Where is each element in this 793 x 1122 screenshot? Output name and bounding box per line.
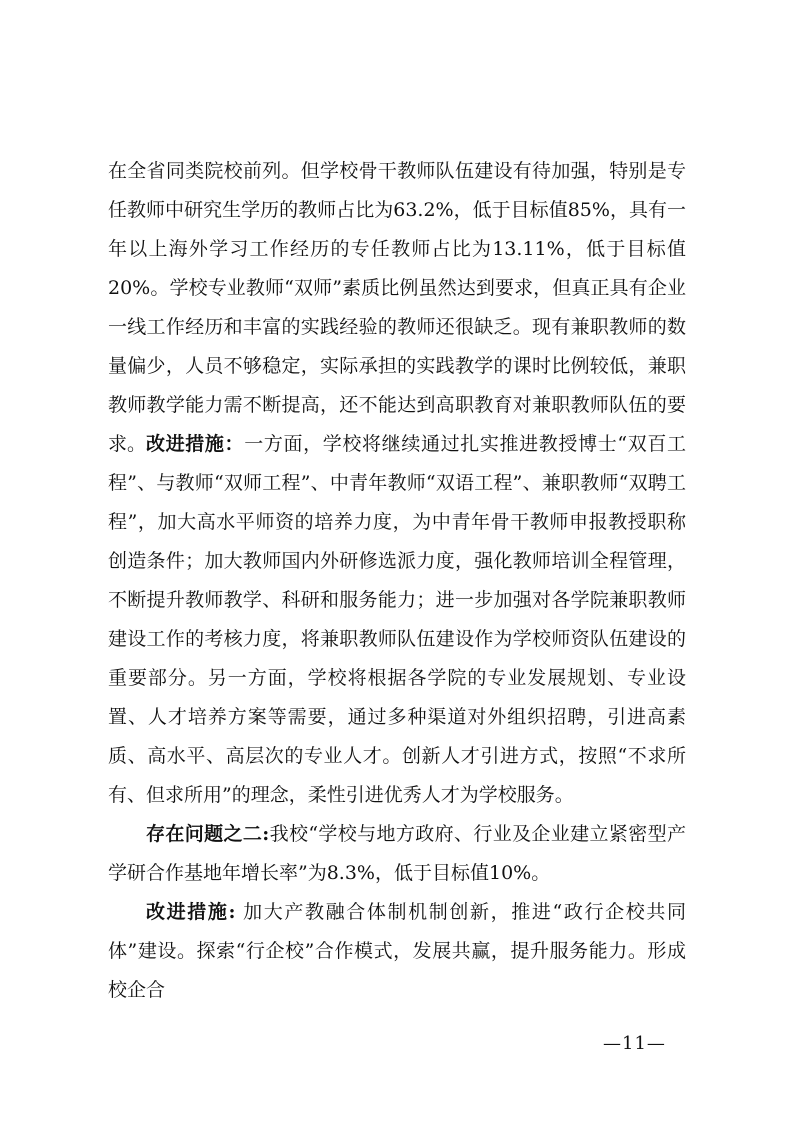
paragraph-improvement-measures-2 xyxy=(108,893,686,1010)
paragraph-text: 加大产教融合体制机制创新，推进“政行企校共同体”建设。探索“行企校”合作模式，发展共赢，提升服务能力。形成校企合 xyxy=(108,901,686,1001)
page-number: —11— xyxy=(603,1033,666,1054)
paragraph-text: 一方面，学校将继续通过扎实推进教授博士“双百工程”、与教师“双师工程”、中青年教师“双语工程”、兼职教师“双聘工程”，加大高水平师资的培养力度，为中青年骨干教师申报教授职称创造条件；加大教师国内外研修选派力度，强化教师培训全程管理，不断提升教师教学、科研和服务能力；进一步加强对各学院兼职教师建设工作的考核力度，将兼职教师队伍建设作为学校师资队伍建设的重要部分。另一方面，学校将根据各学院的专业发展规划、专业设置、人才培养方案等需要，通过多种渠道对外组织招聘，引进高素质、高水平、高层次的专业人才。创新人才引进方式，按照“不求所有、但求所用”的理念，柔性引进优秀人才为学校服务。 xyxy=(108,433,686,806)
paragraph-issue-two xyxy=(108,815,686,893)
paragraph-teacher-issues xyxy=(108,152,686,464)
paragraph-improvement-measures-1 xyxy=(108,425,686,815)
paragraph-lead: 改进措施: xyxy=(146,901,236,923)
paragraph-lead: 存在问题之二: xyxy=(146,823,270,845)
paragraph-text: 在全省同类院校前列。但学校骨干教师队伍建设有待加强，特别是专任教师中研究生学历的教师占比为63.2%，低于目标值85%，具有一年以上海外学习工作经历的专任教师占比为13.11%，低于目标值20%。学校专业教师“双师”素质比例虽然达到要求，但真正具有企业一线工作经历和丰富的实践经验的教师还很缺乏。现有兼职教师的数量偏少，人员不够稳定，实际承担的实践教学的课时比例较低，兼职教师教学能力需不断提高，还不能达到高职教育对兼职教师队伍的要求。 xyxy=(108,160,686,455)
paragraph-lead: 改进措施： xyxy=(146,433,245,455)
paragraph-text: 我校“学校与地方政府、行业及企业建立紧密型产学研合作基地年增长率”为8.3%，低于目标值10%。 xyxy=(108,823,686,884)
